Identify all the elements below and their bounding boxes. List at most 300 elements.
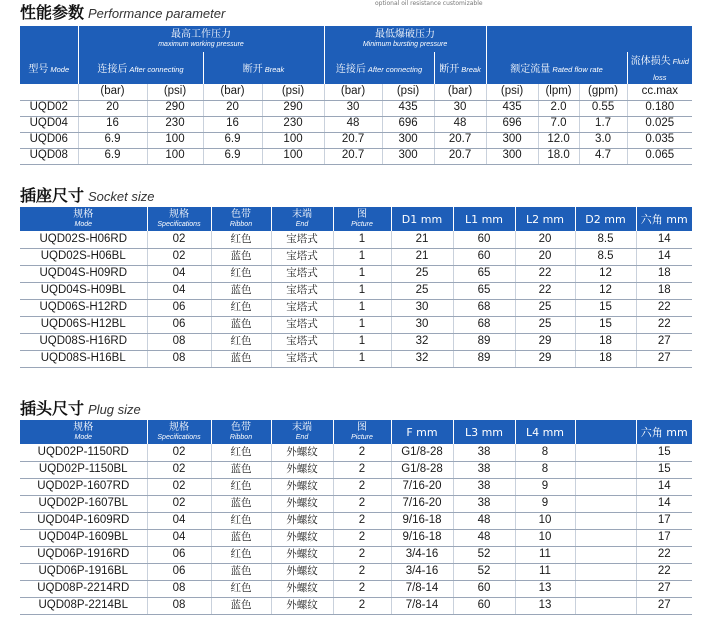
performance-cell: 230: [262, 116, 324, 132]
plug-cell: 27: [636, 580, 692, 597]
plug-cell: 15: [636, 444, 692, 461]
socket-cell: 22: [515, 282, 575, 299]
plug-cell: 08: [147, 597, 211, 614]
table-row: [20, 231, 692, 248]
socket-header-5: D1 mm: [391, 207, 453, 231]
table-row: [20, 148, 692, 164]
table-row: [20, 597, 692, 614]
plug-cell: 11: [515, 563, 575, 580]
socket-cell: UQD04S-H09RD: [20, 265, 147, 282]
performance-cell: UQD08: [20, 148, 78, 164]
plug-cell: G1/8-28: [391, 444, 453, 461]
unit-cell: (bar): [78, 84, 147, 100]
plug-cell: [575, 563, 636, 580]
socket-cell: 65: [453, 282, 515, 299]
plug-header-4: 图 Picture: [333, 420, 391, 444]
socket-cell: 宝塔式: [271, 231, 333, 248]
socket-section-title: [20, 183, 155, 206]
performance-title-cn: 性能参数: [20, 3, 85, 22]
socket-cell: 20: [515, 231, 575, 248]
performance-cell: 16: [78, 116, 147, 132]
plug-cell: 9: [515, 495, 575, 512]
performance-cell: 100: [147, 132, 203, 148]
socket-cell: 宝塔式: [271, 282, 333, 299]
socket-header-3: 末端 End: [271, 207, 333, 231]
performance-cell: 48: [434, 116, 486, 132]
plug-table: [20, 420, 692, 615]
plug-cell: 外螺纹: [271, 495, 333, 512]
performance-cell: 6.9: [203, 132, 262, 148]
plug-cell: 13: [515, 580, 575, 597]
socket-cell: 宝塔式: [271, 316, 333, 333]
socket-cell: 宝塔式: [271, 333, 333, 350]
performance-cell: 696: [382, 116, 434, 132]
performance-cell: 435: [382, 100, 434, 116]
plug-cell: 外螺纹: [271, 478, 333, 495]
plug-cell: 48: [453, 512, 515, 529]
performance-cell: 20.7: [434, 132, 486, 148]
plug-cell: 9/16-18: [391, 512, 453, 529]
performance-cell: 20: [78, 100, 147, 116]
table-row: [20, 563, 692, 580]
plug-cell: 2: [333, 478, 391, 495]
socket-cell: 65: [453, 265, 515, 282]
socket-header-4: 图 Picture: [333, 207, 391, 231]
performance-cell: 6.9: [78, 132, 147, 148]
socket-cell: 25: [391, 282, 453, 299]
socket-cell: 14: [636, 231, 692, 248]
socket-cell: 89: [453, 333, 515, 350]
socket-header-9: 六角 mm: [636, 207, 692, 231]
plug-title-en: Plug size: [88, 402, 141, 417]
plug-cell: 60: [453, 580, 515, 597]
performance-cell: 3.0: [579, 132, 627, 148]
perf-header-blank-right: [486, 26, 692, 52]
performance-table: [20, 26, 692, 165]
performance-cell: 0.035: [627, 132, 692, 148]
plug-header-1: 规格 Specifications: [147, 420, 211, 444]
socket-cell: 25: [515, 316, 575, 333]
table-row: [20, 512, 692, 529]
socket-header-2: 色带 Ribbon: [211, 207, 271, 231]
plug-cell: 02: [147, 495, 211, 512]
socket-cell: 04: [147, 282, 211, 299]
plug-cell: [575, 444, 636, 461]
plug-cell: 15: [636, 461, 692, 478]
socket-cell: 15: [575, 316, 636, 333]
plug-cell: UQD02P-1607BL: [20, 495, 147, 512]
performance-cell: 12.0: [538, 132, 579, 148]
plug-cell: 2: [333, 461, 391, 478]
table-row: [20, 580, 692, 597]
socket-cell: 02: [147, 231, 211, 248]
plug-cell: UQD06P-1916RD: [20, 546, 147, 563]
table-row: [20, 116, 692, 132]
plug-header-8: [575, 420, 636, 444]
performance-cell: 100: [262, 132, 324, 148]
plug-cell: 外螺纹: [271, 563, 333, 580]
socket-table: [20, 207, 692, 368]
socket-cell: 蓝色: [211, 248, 271, 265]
plug-cell: 2: [333, 495, 391, 512]
unit-cell: (psi): [382, 84, 434, 100]
plug-cell: 7/8-14: [391, 580, 453, 597]
plug-cell: 3/4-16: [391, 563, 453, 580]
plug-cell: 外螺纹: [271, 444, 333, 461]
socket-cell: 27: [636, 350, 692, 367]
plug-cell: 48: [453, 529, 515, 546]
plug-cell: 11: [515, 546, 575, 563]
unit-cell: (psi): [147, 84, 203, 100]
socket-cell: 22: [515, 265, 575, 282]
socket-cell: UQD08S-H16BL: [20, 350, 147, 367]
perf-header-flow: 额定流量 Rated flow rate: [486, 52, 627, 84]
socket-cell: 1: [333, 350, 391, 367]
socket-title-en: Socket size: [88, 189, 155, 204]
perf-header-blank: [20, 26, 78, 52]
top-note: optional oil resistance customizable: [375, 0, 483, 7]
unit-cell: (bar): [434, 84, 486, 100]
unit-cell: [20, 84, 78, 100]
performance-cell: 290: [147, 100, 203, 116]
socket-cell: 1: [333, 282, 391, 299]
performance-cell: 30: [434, 100, 486, 116]
plug-cell: UQD06P-1916BL: [20, 563, 147, 580]
plug-cell: 08: [147, 580, 211, 597]
plug-cell: 蓝色: [211, 461, 271, 478]
performance-cell: 290: [262, 100, 324, 116]
socket-cell: 蓝色: [211, 282, 271, 299]
socket-cell: 红色: [211, 265, 271, 282]
performance-cell: 2.0: [538, 100, 579, 116]
table-row: [20, 282, 692, 299]
table-row: [20, 265, 692, 282]
socket-cell: 18: [575, 350, 636, 367]
performance-section-title: [20, 0, 225, 23]
socket-header-0: 规格 Mode: [20, 207, 147, 231]
socket-cell: 1: [333, 299, 391, 316]
plug-cell: 红色: [211, 512, 271, 529]
performance-cell: 300: [382, 148, 434, 164]
plug-header-2: 色带 Ribbon: [211, 420, 271, 444]
socket-cell: 08: [147, 333, 211, 350]
performance-cell: 30: [324, 100, 382, 116]
performance-cell: 20.7: [434, 148, 486, 164]
performance-cell: 16: [203, 116, 262, 132]
socket-cell: 60: [453, 231, 515, 248]
plug-cell: 8: [515, 444, 575, 461]
performance-cell: 230: [147, 116, 203, 132]
socket-cell: 12: [575, 282, 636, 299]
table-row: [20, 529, 692, 546]
socket-cell: 29: [515, 333, 575, 350]
table-row: [20, 350, 692, 367]
unit-cell: (lpm): [538, 84, 579, 100]
plug-cell: 2: [333, 563, 391, 580]
plug-cell: [575, 512, 636, 529]
socket-cell: 32: [391, 333, 453, 350]
perf-header-model: 型号 Mode: [20, 52, 78, 84]
plug-cell: 3/4-16: [391, 546, 453, 563]
plug-cell: 2: [333, 529, 391, 546]
socket-cell: 21: [391, 231, 453, 248]
performance-cell: 4.7: [579, 148, 627, 164]
socket-cell: 68: [453, 299, 515, 316]
plug-cell: UQD04P-1609BL: [20, 529, 147, 546]
plug-cell: 06: [147, 546, 211, 563]
plug-cell: 04: [147, 512, 211, 529]
socket-cell: 18: [575, 333, 636, 350]
socket-cell: 08: [147, 350, 211, 367]
socket-cell: 60: [453, 248, 515, 265]
plug-title-cn: 插头尺寸: [20, 399, 85, 418]
plug-cell: G1/8-28: [391, 461, 453, 478]
plug-cell: 13: [515, 597, 575, 614]
socket-cell: 21: [391, 248, 453, 265]
plug-cell: 8: [515, 461, 575, 478]
performance-cell: 100: [262, 148, 324, 164]
socket-cell: 18: [636, 265, 692, 282]
socket-cell: 25: [515, 299, 575, 316]
socket-cell: 18: [636, 282, 692, 299]
perf-header-connected-2: 连接后 After connecting: [324, 52, 434, 84]
socket-cell: 20: [515, 248, 575, 265]
performance-cell: 100: [147, 148, 203, 164]
perf-header-min-burst: 最低爆破压力 Minimum bursting pressure: [324, 26, 486, 52]
socket-cell: 04: [147, 265, 211, 282]
socket-cell: UQD04S-H09BL: [20, 282, 147, 299]
socket-cell: 22: [636, 316, 692, 333]
performance-cell: 300: [486, 132, 538, 148]
socket-header-8: D2 mm: [575, 207, 636, 231]
plug-cell: 38: [453, 495, 515, 512]
performance-cell: UQD06: [20, 132, 78, 148]
plug-cell: [575, 478, 636, 495]
performance-title-en: Performance parameter: [88, 6, 226, 21]
socket-cell: 红色: [211, 299, 271, 316]
plug-header-0: 规格 Mode: [20, 420, 147, 444]
plug-cell: 2: [333, 597, 391, 614]
plug-cell: 14: [636, 495, 692, 512]
table-row: [20, 132, 692, 148]
plug-cell: UQD08P-2214BL: [20, 597, 147, 614]
plug-cell: 22: [636, 563, 692, 580]
performance-cell: 1.7: [579, 116, 627, 132]
plug-cell: 蓝色: [211, 563, 271, 580]
plug-cell: 17: [636, 529, 692, 546]
table-row: [20, 444, 692, 461]
unit-cell: (psi): [486, 84, 538, 100]
socket-cell: UQD08S-H16RD: [20, 333, 147, 350]
socket-cell: 1: [333, 316, 391, 333]
socket-cell: 1: [333, 333, 391, 350]
performance-cell: 20.7: [324, 132, 382, 148]
socket-cell: UQD02S-H06BL: [20, 248, 147, 265]
plug-cell: UQD04P-1609RD: [20, 512, 147, 529]
plug-cell: 17: [636, 512, 692, 529]
plug-cell: [575, 461, 636, 478]
plug-cell: 06: [147, 563, 211, 580]
plug-cell: 60: [453, 597, 515, 614]
perf-header-max-pressure: 最高工作压力 maximum working pressure: [78, 26, 324, 52]
table-row: [20, 333, 692, 350]
plug-cell: 红色: [211, 580, 271, 597]
plug-cell: 外螺纹: [271, 461, 333, 478]
plug-header-5: F mm: [391, 420, 453, 444]
plug-cell: [575, 529, 636, 546]
plug-cell: UQD02P-1607RD: [20, 478, 147, 495]
socket-cell: 29: [515, 350, 575, 367]
performance-cell: 0.025: [627, 116, 692, 132]
plug-cell: [575, 495, 636, 512]
performance-cell: 48: [324, 116, 382, 132]
plug-cell: 2: [333, 546, 391, 563]
plug-header-3: 末端 End: [271, 420, 333, 444]
plug-header-6: L3 mm: [453, 420, 515, 444]
performance-cell: UQD02: [20, 100, 78, 116]
performance-cell: 6.9: [203, 148, 262, 164]
plug-cell: 10: [515, 529, 575, 546]
socket-cell: UQD02S-H06RD: [20, 231, 147, 248]
unit-cell: cc.max: [627, 84, 692, 100]
performance-cell: 0.065: [627, 148, 692, 164]
plug-header-9: 六角 mm: [636, 420, 692, 444]
plug-cell: 蓝色: [211, 529, 271, 546]
plug-cell: 2: [333, 444, 391, 461]
socket-cell: 02: [147, 248, 211, 265]
plug-cell: 02: [147, 461, 211, 478]
unit-cell: (psi): [262, 84, 324, 100]
socket-header-7: L2 mm: [515, 207, 575, 231]
socket-cell: 红色: [211, 333, 271, 350]
perf-header-loss: 流体损失 Fluid loss: [627, 52, 692, 84]
plug-cell: 52: [453, 563, 515, 580]
performance-cell: 6.9: [78, 148, 147, 164]
plug-cell: 27: [636, 597, 692, 614]
socket-header-6: L1 mm: [453, 207, 515, 231]
plug-header-7: L4 mm: [515, 420, 575, 444]
performance-cell: 20: [203, 100, 262, 116]
socket-cell: 8.5: [575, 248, 636, 265]
table-row: [20, 316, 692, 333]
socket-cell: 宝塔式: [271, 248, 333, 265]
table-row: [20, 546, 692, 563]
socket-cell: 宝塔式: [271, 350, 333, 367]
socket-cell: 红色: [211, 231, 271, 248]
socket-cell: 蓝色: [211, 316, 271, 333]
perf-header-break-2: 断开 Break: [434, 52, 486, 84]
plug-cell: 22: [636, 546, 692, 563]
socket-cell: 蓝色: [211, 350, 271, 367]
plug-cell: 7/16-20: [391, 495, 453, 512]
plug-cell: 外螺纹: [271, 546, 333, 563]
plug-cell: 2: [333, 512, 391, 529]
plug-cell: 红色: [211, 478, 271, 495]
socket-cell: UQD06S-H12BL: [20, 316, 147, 333]
plug-cell: UQD08P-2214RD: [20, 580, 147, 597]
socket-cell: 15: [575, 299, 636, 316]
performance-cell: 300: [382, 132, 434, 148]
plug-cell: [575, 546, 636, 563]
performance-cell: 20.7: [324, 148, 382, 164]
socket-cell: UQD06S-H12RD: [20, 299, 147, 316]
plug-cell: 38: [453, 478, 515, 495]
plug-cell: 7/8-14: [391, 597, 453, 614]
socket-cell: 22: [636, 299, 692, 316]
socket-cell: 27: [636, 333, 692, 350]
performance-cell: 300: [486, 148, 538, 164]
plug-cell: 外螺纹: [271, 512, 333, 529]
plug-cell: UQD02P-1150BL: [20, 461, 147, 478]
performance-cell: UQD04: [20, 116, 78, 132]
socket-header-1: 规格 Specifications: [147, 207, 211, 231]
unit-row: [20, 84, 692, 100]
unit-cell: (bar): [324, 84, 382, 100]
socket-cell: 30: [391, 299, 453, 316]
plug-cell: 02: [147, 444, 211, 461]
plug-cell: [575, 597, 636, 614]
performance-cell: 7.0: [538, 116, 579, 132]
plug-cell: 2: [333, 580, 391, 597]
plug-cell: 外螺纹: [271, 580, 333, 597]
socket-cell: 1: [333, 265, 391, 282]
plug-cell: 7/16-20: [391, 478, 453, 495]
table-row: [20, 461, 692, 478]
table-row: [20, 495, 692, 512]
plug-cell: 9: [515, 478, 575, 495]
table-row: [20, 299, 692, 316]
table-row: [20, 100, 692, 116]
plug-cell: [575, 580, 636, 597]
perf-header-connected: 连接后 After connecting: [78, 52, 203, 84]
socket-cell: 68: [453, 316, 515, 333]
plug-cell: 9/16-18: [391, 529, 453, 546]
plug-cell: 38: [453, 461, 515, 478]
socket-cell: 30: [391, 316, 453, 333]
table-row: [20, 248, 692, 265]
plug-cell: 04: [147, 529, 211, 546]
socket-title-cn: 插座尺寸: [20, 186, 85, 205]
socket-cell: 8.5: [575, 231, 636, 248]
unit-cell: (gpm): [579, 84, 627, 100]
plug-cell: 外螺纹: [271, 529, 333, 546]
socket-cell: 宝塔式: [271, 265, 333, 282]
socket-cell: 25: [391, 265, 453, 282]
performance-cell: 18.0: [538, 148, 579, 164]
socket-cell: 宝塔式: [271, 299, 333, 316]
unit-cell: (bar): [203, 84, 262, 100]
plug-section-title: [20, 396, 141, 419]
performance-cell: 0.55: [579, 100, 627, 116]
performance-cell: 435: [486, 100, 538, 116]
plug-cell: 红色: [211, 546, 271, 563]
socket-cell: 89: [453, 350, 515, 367]
plug-cell: 38: [453, 444, 515, 461]
plug-cell: 52: [453, 546, 515, 563]
socket-cell: 06: [147, 316, 211, 333]
socket-cell: 1: [333, 231, 391, 248]
table-row: [20, 478, 692, 495]
socket-cell: 06: [147, 299, 211, 316]
plug-cell: UQD02P-1150RD: [20, 444, 147, 461]
plug-cell: 外螺纹: [271, 597, 333, 614]
plug-cell: 02: [147, 478, 211, 495]
socket-cell: 12: [575, 265, 636, 282]
plug-cell: 蓝色: [211, 597, 271, 614]
plug-cell: 10: [515, 512, 575, 529]
plug-cell: 蓝色: [211, 495, 271, 512]
plug-cell: 红色: [211, 444, 271, 461]
